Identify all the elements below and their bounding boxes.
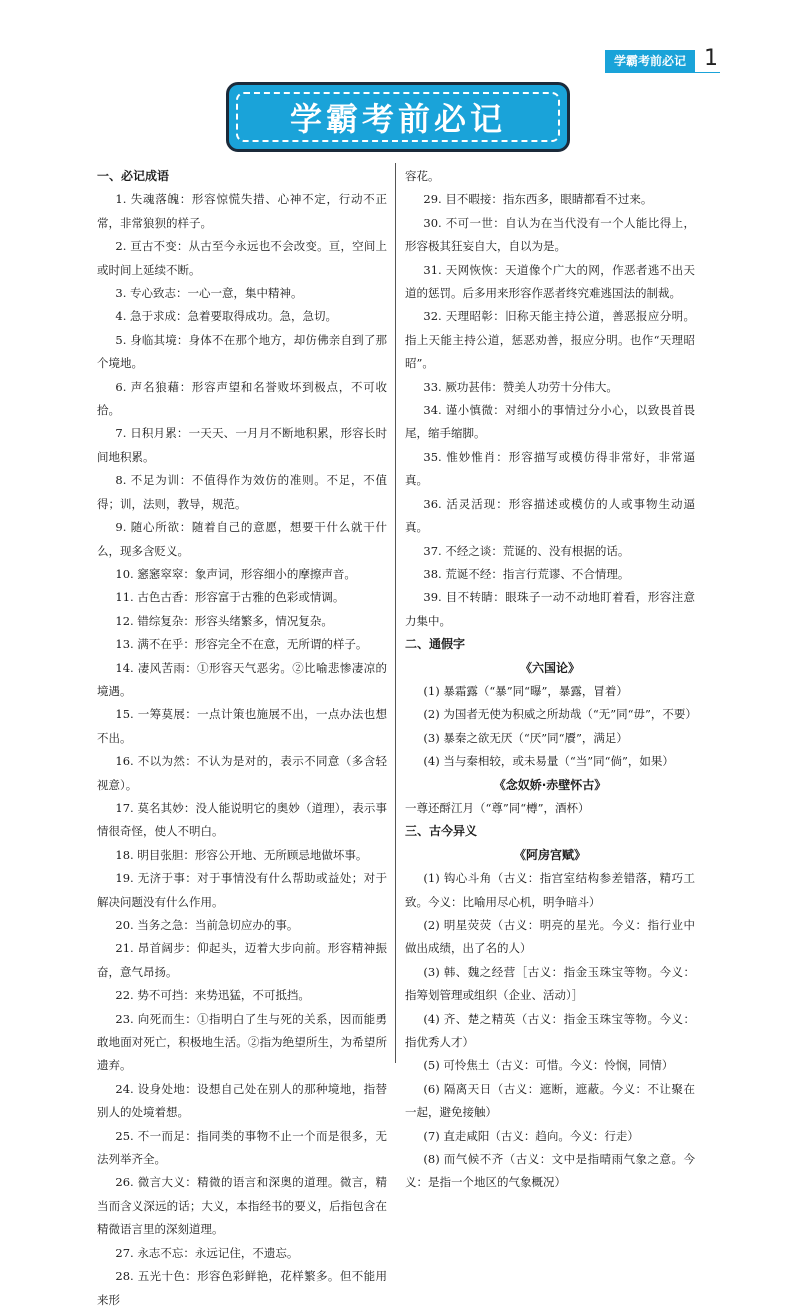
idiom-item: 20. 当务之急：当前急切应办的事。: [115, 918, 299, 932]
subheading-niannujiao: 《念奴娇·赤壁怀古》: [493, 777, 607, 792]
idiom-item: 5. 身临其境：身体不在那个地方，却仿佛亲自到了那个境地。: [97, 332, 387, 371]
tongjia-item: (3) 暴秦之欲无厌（“厌”同“餍”，满足）: [423, 730, 628, 745]
tongjia-item: (2) 为国者无使为积威之所劫哉（“无”同“毋”，不要）: [423, 707, 697, 722]
idiom-item: 24. 设身处地：设想自己处在别人的那种境地，指替别人的处境着想。: [97, 1081, 387, 1120]
idiom-item: 11. 古色古香：形容富于古雅的色彩或情调。: [115, 590, 345, 605]
gujin-item: (8) 而气候不齐（古义：文中是指晴雨气象之意。今义：是指一个地区的气象概况）: [405, 1152, 695, 1190]
header-tag: 学霸考前必记: [605, 50, 695, 72]
idiom-item: 29. 目不暇接：指东西多，眼睛都看不过来。: [423, 192, 653, 207]
idiom-item: 34. 谨小慎微：对细小的事情过分小心，以致畏首畏尾，缩手缩脚。: [405, 403, 695, 441]
idiom-item: 36. 活灵活现：形容描述或模仿的人或事物生动逼真。: [405, 496, 695, 535]
tongjia-item-niannujiao: 一尊还酹江月（“尊”同“樽”，酒杯）: [405, 800, 590, 815]
idiom-item: 35. 惟妙惟肖：形容描写或模仿得非常好，非常逼真。: [405, 449, 695, 488]
idiom-item: 7. 日积月累：一天天、一月月不断地积累，形容长时间地积累。: [97, 426, 387, 464]
gujin-item: (6) 隔离天日（古义：遮断，遮蔽。今义：不让聚在一起，避免接触）: [405, 1081, 695, 1120]
idiom-item: 23. 向死而生：①指明白了生与死的关系，因而能勇敢地面对死亡，积极地生活。②指为绝望所生，为希望所遗弃。: [97, 1011, 387, 1073]
subheading-epanggongfu: 《阿房宫赋》: [513, 847, 586, 862]
idiom-item: 25. 不一而足：指同类的事物不止一个而是很多，无法列举齐全。: [97, 1128, 387, 1167]
gujin-item: (2) 明星荧荧（古义：明亮的星光。今义：指行业中做出成绩，出了名的人）: [405, 918, 695, 956]
banner-title: 学霸考前必记: [289, 100, 506, 138]
tongjia-item: (1) 暴霜露（“暴”同“曝”，暴露，冒着）: [423, 683, 628, 698]
idiom-item: 37. 不经之谈：荒诞的、没有根据的话。: [423, 543, 630, 558]
section-heading-tongjia: 二、通假字: [405, 637, 466, 652]
idiom-item: 27. 永志不忘：永远记住，不遗忘。: [115, 1245, 299, 1260]
header-rule: [605, 72, 720, 73]
idiom-item: 28. 五光十色：形容色彩鲜艳，花样繁多。但不能用来形: [97, 1269, 387, 1307]
idiom-item: 4. 急于求成：急着要取得成功。急，急切。: [115, 309, 338, 324]
column-divider: [395, 163, 396, 1063]
idiom-item: 16. 不以为然：不认为是对的，表示不同意（多含轻视意）。: [97, 754, 387, 792]
idiom-item: 10. 窸窸窣窣：象声词，形容细小的摩擦声音。: [115, 566, 356, 581]
idiom-item: 1. 失魂落魄：形容惊慌失措、心神不定，行动不正常，非常狼狈的样子。: [97, 192, 387, 230]
idiom-item-continuation: 容花。: [405, 169, 440, 183]
idiom-item: 38. 荒诞不经：指言行荒谬、不合情理。: [423, 566, 630, 581]
idiom-item: 32. 天理昭彰：旧称天能主持公道，善恶报应分明。指上天能主持公道，惩恶劝善，报应分明。也作“天理昭昭”。: [405, 309, 695, 371]
idiom-item: 6. 声名狼藉：形容声望和名誉败坏到极点，不可收拾。: [97, 379, 387, 418]
gujin-item: (7) 直走咸阳（古义：趋向。今义：行走）: [423, 1128, 639, 1143]
gujin-item: (1) 钩心斗角（古义：指宫室结构参差错落，精巧工致。今义：比喻用尽心机，明争暗斗）: [405, 871, 695, 909]
idiom-item: 21. 昂首阔步：仰起头，迈着大步向前。形容精神振奋，意气昂扬。: [97, 941, 387, 979]
idiom-item: 2. 亘古不变：从古至今永远也不会改变。亘，空间上或时间上延续不断。: [97, 239, 387, 277]
idiom-item: 30. 不可一世：自认为在当代没有一个人能比得上，形容极其狂妄自大，自以为是。: [405, 215, 695, 254]
subheading-liuguolun: 《六国论》: [519, 660, 580, 675]
idiom-item: 39. 目不转睛：眼珠子一动不动地盯着看，形容注意力集中。: [405, 590, 695, 628]
idiom-item: 8. 不足为训：不值得作为效仿的准则。不足，不值得；训，法则，教导，规范。: [97, 473, 387, 511]
idiom-item: 18. 明目张胆：形容公开地、无所顾忌地做坏事。: [115, 847, 368, 862]
left-column: [97, 165, 387, 1312]
idiom-item: 26. 微言大义：精微的语言和深奥的道理。微言，精当而含义深远的话；大义，本指经书的要义，后指包含在精微语言里的深刻道理。: [97, 1175, 387, 1237]
idiom-item: 33. 厥功甚伟：赞美人功劳十分伟大。: [423, 379, 618, 394]
idiom-item: 3. 专心致志：一心一意，集中精神。: [115, 286, 303, 301]
gujin-item: (4) 齐、楚之精英（古义：指金玉珠宝等物。今义：指优秀人才）: [405, 1011, 695, 1050]
idiom-item: 12. 错综复杂：形容头绪繁多，情况复杂。: [115, 613, 333, 628]
title-banner: [226, 82, 570, 152]
idiom-item: 19. 无济于事：对于事情没有什么帮助或益处；对于解决问题没有什么作用。: [97, 871, 387, 909]
right-column: [405, 165, 695, 1195]
gujin-item: (3) 韩、魏之经营［古义：指金玉珠宝等物。今义：指筹划管理或组织（企业、活动）］: [405, 964, 695, 1003]
idiom-item: 14. 凄风苦雨：①形容天气恶劣。②比喻悲惨凄凉的境遇。: [97, 660, 387, 698]
page-number: 1: [704, 46, 718, 71]
idiom-item: 17. 莫名其妙：没人能说明它的奥妙（道理），表示事情很奇怪，使人不明白。: [97, 800, 387, 839]
section-heading-gujin: 三、古今异义: [405, 824, 478, 839]
idiom-item: 22. 势不可挡：来势迅猛，不可抵挡。: [115, 988, 310, 1003]
section-heading-idioms: 一、必记成语: [97, 169, 170, 183]
gujin-item: (5) 可怜焦土（古义：可惜。今义：怜悯，同情）: [423, 1058, 674, 1073]
idiom-item: 31. 天网恢恢：天道像个广大的网，作恶者逃不出天道的惩罚。后多用来形容作恶者终究难逃国法的制裁。: [405, 262, 695, 301]
title-banner-inner: [236, 92, 560, 142]
idiom-item: 13. 满不在乎：形容完全不在意，无所谓的样子。: [115, 637, 368, 652]
idiom-item: 9. 随心所欲：随着自己的意愿，想要干什么就干什么，现多含贬义。: [97, 520, 387, 558]
tongjia-item: (4) 当与秦相较，或未易量（“当”同“倘”，如果）: [423, 754, 674, 769]
idiom-item: 15. 一筹莫展：一点计策也施展不出，一点办法也想不出。: [97, 707, 387, 745]
